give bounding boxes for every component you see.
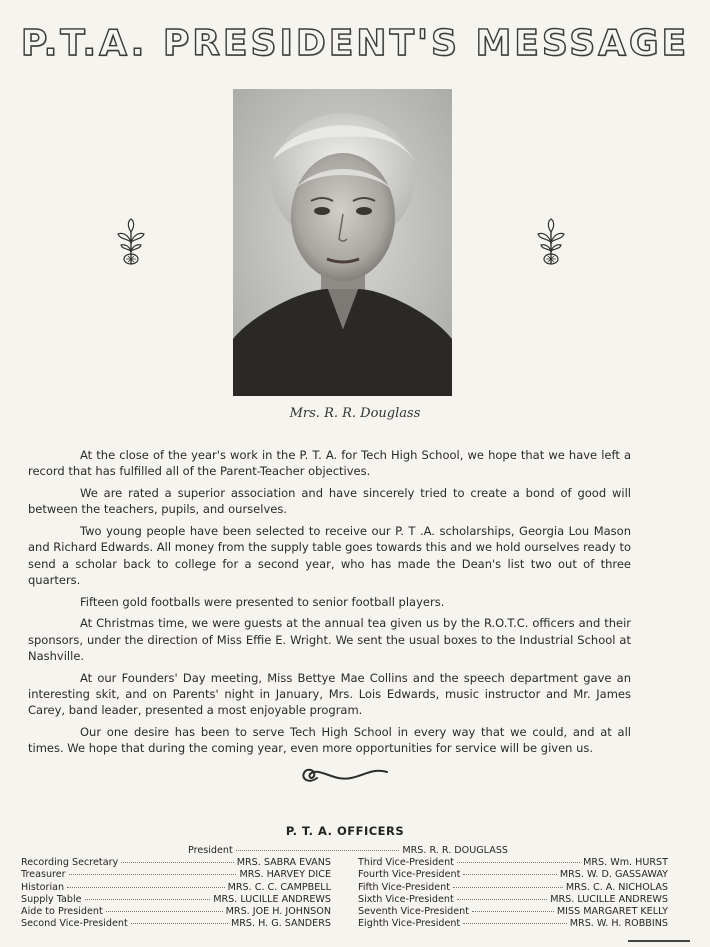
officer-row [21,894,331,906]
officer-row [21,857,331,869]
officer-row [21,882,331,894]
page-title: P.T.A. PRESIDENT'S MESSAGE [20,23,690,64]
floral-ornament-icon [536,218,566,266]
officer-role: Aide to President [21,906,103,918]
officer-name: MRS. C. C. CAMPBELL [227,881,331,893]
officer-name: MRS. HARVEY DICE [239,869,331,881]
officer-row [358,906,668,918]
officer-name: MRS. LUCILLE ANDREWS [550,893,668,905]
page-footer-rule [628,940,690,946]
leader-dots [67,887,225,888]
paragraph: At our Founders' Day meeting, Miss Bettye Mae Collins and the speech department gave an interesting skit, and on Parents' night in January, Mrs. Lois Edwards, music instructor and Mr. James Carey, band leader, presented a most enjoyable program. [28,670,631,718]
leader-dots [457,862,580,863]
officers-right-column [358,857,668,931]
officer-row [21,918,331,930]
leader-dots [457,899,547,900]
officer-name: MRS. W. D. GASSAWAY [559,869,668,881]
officer-role: Sixth Vice-President [358,893,454,905]
paragraph: Our one desire has been to serve Tech High School in every way that we could, and at all times. We hope that during the coming year, even more opportunities for service will be given us. [28,724,631,756]
officer-role: Eighth Vice-President [358,918,461,930]
officer-name: MRS. H. G. SANDERS [230,918,331,930]
leader-dots [236,850,400,851]
leader-dots [472,911,554,912]
officer-role: President [188,845,233,856]
officer-role: Third Vice-President [358,857,454,868]
scroll-flourish-icon [299,762,391,788]
portrait-photo [233,89,452,396]
officer-row [21,869,331,881]
officer-role: Treasurer [21,869,66,881]
officer-name: MRS. C. A. NICHOLAS [565,881,668,893]
officers-left-column [21,857,331,931]
paragraph: Two young people have been selected to receive our P. T .A. scholarships, Georgia Lou Mason and Richard Edwards. All money from the supply table goes towards this and we hold ourselves ready to send a scholar back to college for a second year, who has made the Dean's list two out of three quarters. [28,523,631,587]
leader-dots [85,899,211,900]
officer-role: Seventh Vice-President [358,906,469,918]
paragraph: At the close of the year's work in the P. T. A. for Tech High School, we hope that we have left a record that has fulfilled all of the Parent-Teacher objectives. [28,448,631,479]
photo-caption: Mrs. R. R. Douglass [289,406,421,421]
paragraph: At Christmas time, we were guests at the annual tea given us by the R.O.T.C. officers and their sponsors, under the direction of Miss Effie E. Wright. We sent the usual boxes to the Industrial School at Nashville. [28,616,631,663]
leader-dots [106,911,223,912]
officer-name: MRS. Wm. HURST [583,857,668,868]
officer-role: Historian [21,881,65,893]
officer-row [358,882,668,894]
leader-dots [69,874,237,875]
officer-role: Second Vice-President [21,918,128,930]
officer-role: Fourth Vice-President [358,869,461,881]
leader-dots [463,923,567,924]
paragraph: Fifteen gold footballs were presented to senior football players. [80,594,445,609]
message-body [28,447,631,762]
officer-role: Fifth Vice-President [358,881,450,893]
officer-row [21,906,331,918]
leader-dots [453,887,563,888]
officer-name: MRS. R. R. DOUGLASS [402,845,508,856]
officer-name: MRS. JOE H. JOHNSON [225,906,331,918]
officer-row [358,857,668,869]
floral-ornament-icon [116,218,146,266]
leader-dots [121,862,234,863]
leader-dots [131,923,228,924]
officer-row [358,869,668,881]
officer-name: MRS. SABRA EVANS [236,857,331,868]
officer-row [358,918,668,930]
leader-dots [463,874,556,875]
officers-heading: P. T. A. OFFICERS [285,824,405,838]
officer-role: Supply Table [21,893,82,905]
officer-name: MISS MARGARET KELLY [556,906,668,918]
officer-name: MRS. W. H. ROBBINS [569,918,668,930]
officer-row [358,894,668,906]
officer-role: Recording Secretary [21,857,119,868]
officer-name: MRS. LUCILLE ANDREWS [213,893,331,905]
paragraph: We are rated a superior association and have sincerely tried to create a bond of good will between the teachers, pupils, and ourselves. [28,485,631,517]
officer-row-president [188,845,508,857]
